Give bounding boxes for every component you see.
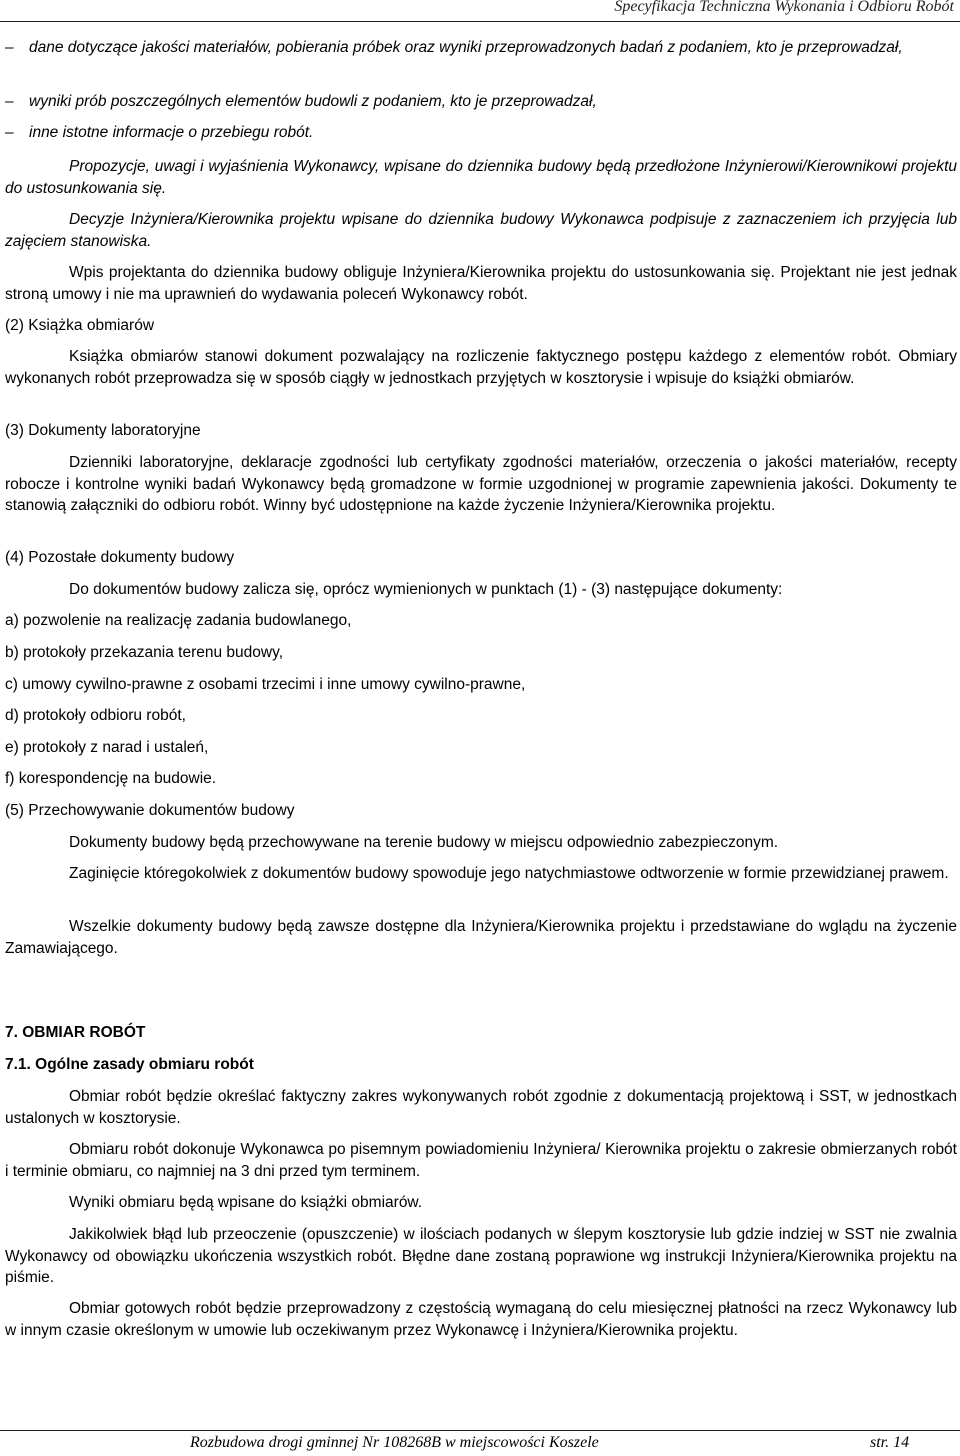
footer-project-title: Rozbudowa drogi gminnej Nr 108268B w miejscowości Koszele xyxy=(190,1434,599,1451)
section-heading: (3) Dokumenty laboratoryjne xyxy=(5,422,201,439)
footer-rule xyxy=(0,1430,960,1431)
chapter-heading: 7. OBMIAR ROBÓT xyxy=(5,1024,146,1041)
list-item: e) protokoły z narad i ustaleń, xyxy=(5,739,209,756)
list-item: a) pozwolenie na realizację zadania budowlanego, xyxy=(5,612,352,629)
list-item: d) protokoły odbioru robót, xyxy=(5,707,186,724)
header-rule xyxy=(0,21,960,22)
paragraph: Obmiaru robót dokonuje Wykonawca po pisemnym powiadomieniu Inżyniera/ Kierownika projektu o zakresie obmierzanych robót i terminie obmiaru, co najmniej na 3 dni przed tym terminem. xyxy=(5,1141,957,1180)
paragraph: Wyniki obmiaru będą wpisane do książki obmiarów. xyxy=(69,1194,423,1211)
section-heading: (5) Przechowywanie dokumentów budowy xyxy=(5,802,295,819)
page-number: str. 14 xyxy=(870,1434,910,1451)
list-item: f) korespondencję na budowie. xyxy=(5,770,217,787)
paragraph: Do dokumentów budowy zalicza się, oprócz wymienionych w punktach (1) - (3) następujące dokumenty: xyxy=(69,581,783,598)
paragraph: Dokumenty budowy będą przechowywane na terenie budowy w miejscu odpowiednio zabezpieczonym. xyxy=(69,834,779,851)
paragraph: Dzienniki laboratoryjne, deklaracje zgodności lub certyfikaty zgodności materiałów, orzeczenia o jakości materiałów, recepty robocze i kontrolne wyniki badań Wykonawcy będą gromadzone w formie uzgodnionej w programie zapewnienia jakości. Dokumenty te stanowią załączniki do odbioru robót. Winny być udostępnione na każde życzenie Inżyniera/Kierownika projektu. xyxy=(5,454,957,514)
paragraph: Wszelkie dokumenty budowy będą zawsze dostępne dla Inżyniera/Kierownika projektu i przedstawiane do wglądu na życzenie Zamawiającego. xyxy=(5,918,957,957)
bullet-item: – dane dotyczące jakości materiałów, pobierania próbek oraz wyniki przeprowadzonych badań z podaniem, kto je przeprowadzał, xyxy=(5,37,957,59)
list-item: c) umowy cywilno-prawne z osobami trzecimi i inne umowy cywilno-prawne, xyxy=(5,676,526,693)
list-item: b) protokoły przekazania terenu budowy, xyxy=(5,644,284,661)
paragraph: Zaginięcie któregokolwiek z dokumentów budowy spowoduje jego natychmiastowe odtworzenie w formie przewidzianej prawem. xyxy=(69,865,949,882)
bullet-item: – wyniki prób poszczególnych elementów budowli z podaniem, kto je przeprowadzał, xyxy=(5,91,957,113)
paragraph: Obmiar gotowych robót będzie przeprowadzony z częstością wymaganą do celu miesięcznej płatności na rzecz Wykonawcy lub w innym czasie określonym w umowie lub oczekiwanym przez Wykonawcę i Inżyniera/Kierownika projektu. xyxy=(5,1300,957,1339)
paragraph: Obmiar robót będzie określać faktyczny zakres wykonywanych robót zgodnie z dokumentacją projektową i SST, w jednostkach ustalonych w kosztorysie. xyxy=(5,1088,957,1127)
paragraph: Propozycje, uwagi i wyjaśnienia Wykonawcy, wpisane do dziennika budowy będą przedłożone Inżynierowi/Kierownikowi projektu do ustosunkowania się. xyxy=(5,158,957,197)
section-heading: (2) Książka obmiarów xyxy=(5,317,155,334)
section-heading: (4) Pozostałe dokumenty budowy xyxy=(5,549,235,566)
subchapter-heading: 7.1. Ogólne zasady obmiaru robót xyxy=(5,1056,254,1073)
paragraph: Książka obmiarów stanowi dokument pozwalający na rozliczenie faktycznego postępu każdego z elementów robót. Obmiary wykonanych robót przeprowadza się w sposób ciągły w jednostkach przyjętych w kosztorysie i wpisuje do książki obmiarów. xyxy=(5,348,957,387)
bullet-item: – inne istotne informacje o przebiegu robót. xyxy=(5,122,957,144)
paragraph: Decyzje Inżyniera/Kierownika projektu wpisane do dziennika budowy Wykonawca podpisuje z zaznaczeniem ich przyjęcia lub zajęciem stanowiska. xyxy=(5,211,957,250)
paragraph: Jakikolwiek błąd lub przeoczenie (opuszczenie) w ilościach podanych w ślepym kosztorysie lub gdzie indziej w SST nie zwalnia Wykonawcy od obowiązku ukończenia wszystkich robót. Błędne dane zostaną poprawione wg instrukcji Inżyniera/Kierownika projektu na piśmie. xyxy=(5,1226,957,1286)
page-header-title: Specyfikacja Techniczna Wykonania i Odbioru Robót xyxy=(614,0,954,15)
paragraph: Wpis projektanta do dziennika budowy obliguje Inżyniera/Kierownika projektu do ustosunkowania się. Projektant nie jest jednak stroną umowy i nie ma uprawnień do wydawania poleceń Wykonawcy robót. xyxy=(5,264,957,303)
